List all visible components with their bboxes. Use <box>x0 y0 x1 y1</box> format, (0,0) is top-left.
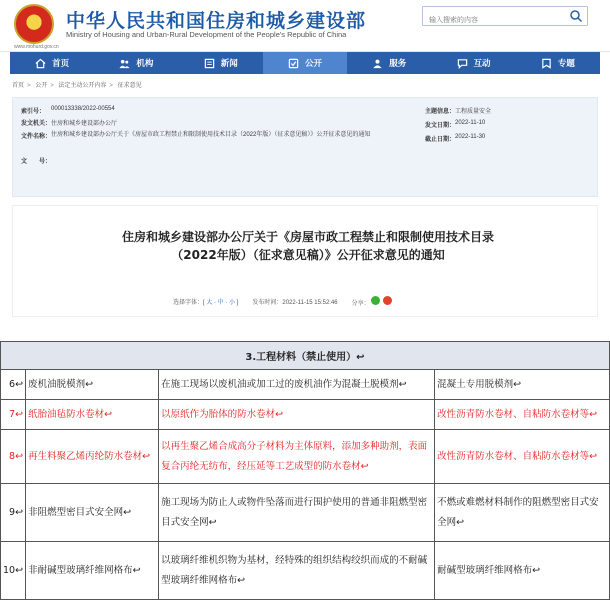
weibo-share-icon[interactable] <box>383 296 392 305</box>
article-header <box>12 205 598 317</box>
nav-label: 公开 <box>304 59 322 69</box>
info-wenhao-label: 文 号： <box>21 159 52 165</box>
info-topic-value: 工程质量安全 <box>455 109 492 115</box>
info-date-row <box>425 120 485 129</box>
info-index-label: 索引号： <box>21 109 46 115</box>
search-input[interactable] <box>423 12 563 30</box>
info-date-label: 发文日期： <box>425 123 456 129</box>
materials-table <box>0 341 610 600</box>
font-size-selector <box>173 297 238 306</box>
open-icon <box>288 58 299 69</box>
nav-service[interactable] <box>347 52 431 74</box>
nav-label: 服务 <box>389 59 407 69</box>
nav-label: 机构 <box>136 59 154 69</box>
alternative-material: 改性沥青防水卷材、自粘防水卷材等↩ <box>435 400 610 430</box>
info-deadline-label: 截止日期： <box>425 137 456 143</box>
chat-icon <box>457 58 468 69</box>
row-number: 8↩ <box>1 430 26 484</box>
info-deadline-row <box>425 134 485 143</box>
table-section-header <box>1 342 610 370</box>
share-label: 分享： <box>351 301 370 307</box>
search-icon[interactable] <box>569 9 583 23</box>
font-size-options[interactable]: [ 大 · 中 · 小 ] <box>203 300 239 306</box>
breadcrumb-separator: > <box>109 83 113 89</box>
info-docname-label: 文件名称： <box>21 134 52 140</box>
info-topic-row <box>425 106 491 115</box>
table-row <box>1 370 610 400</box>
national-emblem-icon: ★ <box>14 4 54 44</box>
row-number: 9↩ <box>1 484 26 542</box>
info-issuer-label: 发文机关： <box>21 121 52 127</box>
nav-news[interactable] <box>179 52 263 74</box>
nav-label: 首页 <box>52 59 70 69</box>
nav-home[interactable] <box>10 52 94 74</box>
info-wenhao-row <box>21 156 51 165</box>
share-area <box>352 296 393 307</box>
nav-topics[interactable] <box>516 52 600 74</box>
people-icon <box>119 58 130 69</box>
material-name: 再生料聚乙烯丙纶防水卷材↩ <box>26 430 159 484</box>
site-domain: www.mohurd.gov.cn <box>14 44 59 50</box>
breadcrumb-public[interactable]: 公开 <box>35 83 48 89</box>
nav-organization[interactable] <box>94 52 178 74</box>
table-row <box>1 484 610 542</box>
prohibited-scope: 以原纸作为胎体的防水卷材↩ <box>159 400 435 430</box>
table-row <box>1 430 610 484</box>
publish-time-label: 发布时间： <box>252 300 283 306</box>
row-number: 6↩ <box>1 370 26 400</box>
font-size-label: 选择字体： <box>173 300 204 306</box>
breadcrumb <box>12 80 598 89</box>
service-icon <box>372 58 383 69</box>
info-topic-label: 主题信息： <box>425 109 456 115</box>
breadcrumb-separator: > <box>27 83 31 89</box>
site-header <box>0 0 610 52</box>
nav-public[interactable] <box>263 52 347 74</box>
info-docname-row <box>21 131 51 140</box>
table-section-title: 3.工程材料（禁止使用）↩ <box>1 342 610 370</box>
article-meta <box>173 296 392 307</box>
news-icon <box>204 58 215 69</box>
info-index-value: 000013338/2022-00554 <box>51 106 115 112</box>
alternative-material: 改性沥青防水卷材、自粘防水卷材等↩ <box>435 430 610 484</box>
alternative-material: 耐碱型玻璃纤维网格布↩ <box>435 542 610 600</box>
row-number: 7↩ <box>1 400 26 430</box>
wechat-share-icon[interactable] <box>371 296 380 305</box>
info-date-value: 2022-11-10 <box>455 120 486 126</box>
nav-interaction[interactable] <box>431 52 515 74</box>
prohibited-scope: 在施工现场以废机油或加工过的废机油作为混凝土脱模剂↩ <box>159 370 435 400</box>
site-title[interactable]: 中华人民共和国住房和城乡建设部 <box>66 10 367 32</box>
breadcrumb-legal[interactable]: 法定主动公开内容 <box>58 83 107 89</box>
breadcrumb-consultation[interactable]: 征求意见 <box>117 83 142 89</box>
prohibited-scope: 以玻璃纤维机织物为基材，经特殊的组织结构绞织而成的不耐碱型玻璃纤维网格布↩ <box>159 542 435 600</box>
material-name: 废机油脱模剂↩ <box>26 370 159 400</box>
table-row <box>1 542 610 600</box>
info-deadline-value: 2022-11-30 <box>455 134 486 140</box>
info-docname-value: 住房和城乡建设部办公厅关于《房屋市政工程禁止和限制使用技术目录（2022年版）（征求意见稿）》公开征求意见的通知 <box>51 132 371 138</box>
material-name: 非耐碱型玻璃纤维网格布↩ <box>26 542 159 600</box>
prohibited-scope: 施工现场为防止人或物件坠落而进行围护使用的普通非阻燃型密目式安全网↩ <box>159 484 435 542</box>
prohibited-scope: 以再生聚乙烯合成高分子材料为主体原料，添加多种助剂，表面复合丙纶无纺布，经压延等工艺成型的防水卷材↩ <box>159 430 435 484</box>
material-name: 纸胎油毡防水卷材↩ <box>26 400 159 430</box>
home-icon <box>35 58 46 69</box>
search-box <box>422 6 588 26</box>
row-number: 10↩ <box>1 542 26 600</box>
main-nav <box>10 52 600 74</box>
alternative-material: 混凝土专用脱模剂↩ <box>435 370 610 400</box>
breadcrumb-home[interactable]: 首页 <box>12 83 25 89</box>
breadcrumb-separator: > <box>50 83 54 89</box>
nav-label: 新闻 <box>220 59 238 69</box>
info-issuer-value: 住房和城乡建设部办公厅 <box>51 121 118 127</box>
topic-icon <box>541 58 552 69</box>
publish-time-value: 2022-11-15 15:52:46 <box>282 300 338 306</box>
info-index-row <box>21 106 115 115</box>
material-name: 非阻燃型密目式安全网↩ <box>26 484 159 542</box>
site-subtitle: Ministry of Housing and Urban-Rural Development of the People's Republic of China <box>66 30 347 39</box>
table-row <box>1 400 610 430</box>
info-issuer-row <box>21 118 117 127</box>
alternative-material: 不燃或难燃材料制作的阻燃型密目式安全网↩ <box>435 484 610 542</box>
publish-time <box>252 297 337 306</box>
nav-label: 专题 <box>557 59 575 69</box>
document-info-box <box>12 97 598 197</box>
article-title: 住房和城乡建设部办公厅关于《房屋市政工程禁止和限制使用技术目录（2022年版）（征求意见稿）》公开征求意见的通知 <box>121 230 494 262</box>
nav-label: 互动 <box>473 59 491 69</box>
